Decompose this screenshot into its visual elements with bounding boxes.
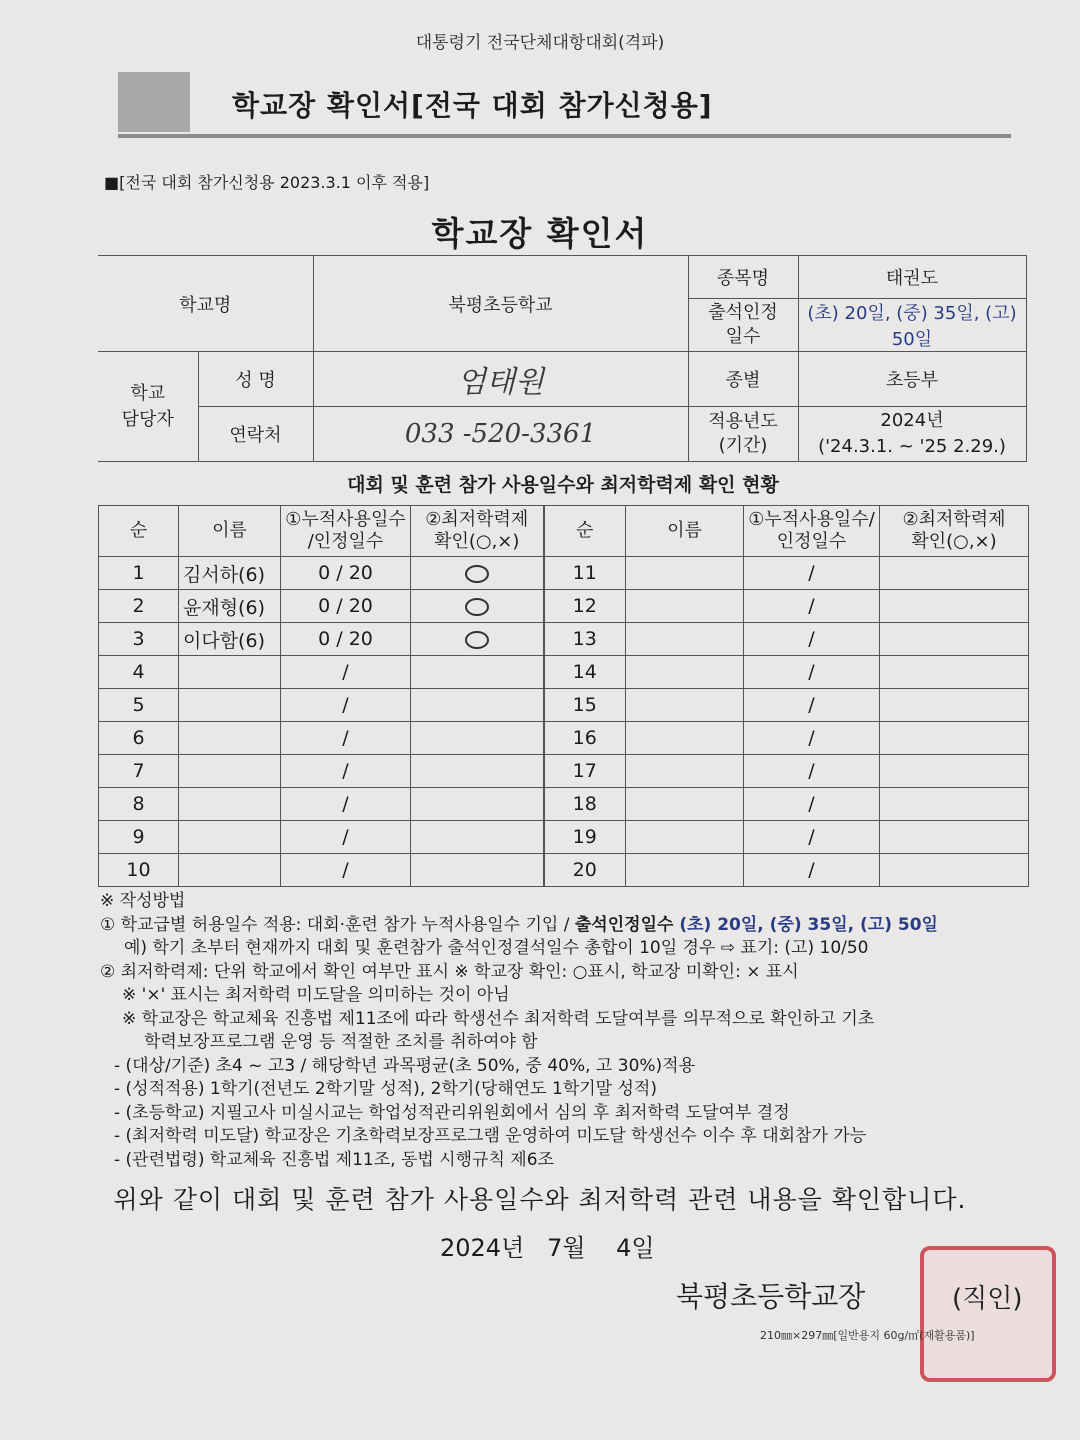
student-name	[626, 854, 744, 887]
student-name	[626, 689, 744, 722]
student-name	[626, 557, 744, 590]
achievement-check	[411, 557, 544, 590]
note-1-values: (초) 20일, (중) 35일, (고) 50일	[673, 914, 938, 935]
note-1	[100, 914, 938, 938]
row-number: 11	[544, 557, 626, 590]
used-days: /	[281, 656, 411, 689]
student-name	[179, 788, 281, 821]
used-days: /	[744, 623, 880, 656]
achievement-check	[411, 722, 544, 755]
note-1-example: 예) 학기 초부터 현재까지 대회 및 훈련참가 출석인정결석일수 총합이 10일 경우 ⇨ 표기: (고) 10/50	[124, 938, 869, 958]
header-days: ①누적사용일수 /인정일수	[281, 506, 411, 557]
achievement-check	[411, 689, 544, 722]
period-value: ('24.3.1. ~ '25 2.29.)	[818, 436, 1006, 457]
used-days: /	[744, 689, 880, 722]
achievement-check	[411, 788, 544, 821]
table-row	[99, 722, 1029, 755]
used-days: /	[281, 689, 411, 722]
achievement-check	[880, 623, 1029, 656]
student-name	[179, 755, 281, 788]
row-number: 4	[99, 656, 179, 689]
achievement-check	[880, 821, 1029, 854]
used-days: /	[281, 788, 411, 821]
row-number: 12	[544, 590, 626, 623]
table-row	[99, 656, 1029, 689]
seal-label: (직인)	[952, 1284, 1023, 1314]
achievement-check	[880, 689, 1029, 722]
achievement-check	[411, 623, 544, 656]
student-name	[626, 755, 744, 788]
year-cell	[798, 407, 1026, 462]
table-row	[99, 788, 1029, 821]
confirmation-statement: 위와 같이 대회 및 훈련 참가 사용일수와 최저학력 관련 내용을 확인합니다.	[113, 1185, 967, 1214]
banner-gray-box	[118, 72, 190, 132]
bullet-3: - (초등학교) 지필고사 미실시교는 학업성적관리위원회에서 심의 후 최저학력 도달여부 결정	[114, 1102, 790, 1123]
division-label: 종별	[688, 352, 798, 407]
header-check: ②최저학력제 확인(○,×)	[411, 506, 544, 557]
student-name	[179, 689, 281, 722]
used-days: /	[281, 755, 411, 788]
attendance-value: (초) 20일, (중) 35일, (고) 50일	[798, 299, 1026, 352]
achievement-check	[411, 590, 544, 623]
student-name: 김서하(6)	[179, 557, 281, 590]
used-days: 0 / 20	[281, 557, 411, 590]
table-row	[99, 755, 1029, 788]
student-name	[626, 821, 744, 854]
header-days-2: ①누적사용일수/ 인정일수	[744, 506, 880, 557]
used-days: /	[744, 788, 880, 821]
roster-header	[99, 506, 1029, 557]
header-name: 이름	[179, 506, 281, 557]
achievement-check	[411, 755, 544, 788]
row-number: 2	[99, 590, 179, 623]
paper-size-note: 210㎜×297㎜[일반용지 60g/㎡(재활용품)]	[760, 1329, 975, 1342]
name-label: 성 명	[198, 352, 313, 407]
table-row	[99, 854, 1029, 887]
achievement-check	[880, 656, 1029, 689]
row-number: 15	[544, 689, 626, 722]
row-number: 8	[99, 788, 179, 821]
manager-label: 학교 담당자	[98, 352, 198, 462]
used-days: /	[744, 755, 880, 788]
used-days: /	[744, 557, 880, 590]
student-name	[179, 821, 281, 854]
row-number: 1	[99, 557, 179, 590]
note-2b: ※ 학교장은 학교체육 진흥법 제11조에 따라 학생선수 최저학력 도달여부를 의무적으로 확인하고 기초	[122, 1008, 875, 1029]
used-days: /	[744, 854, 880, 887]
check-circle-mark	[465, 631, 489, 649]
used-days: /	[281, 854, 411, 887]
student-name	[626, 722, 744, 755]
achievement-check	[880, 755, 1029, 788]
applicability-note: ■[전국 대회 참가신청용 2023.3.1 이후 적용]	[104, 173, 430, 192]
bullet-5: - (관련법령) 학교체육 진흥법 제11조, 동법 시행규칙 제6조	[114, 1149, 554, 1170]
used-days: /	[744, 821, 880, 854]
achievement-check	[880, 854, 1029, 887]
event-caption: 대통령기 전국단체대항대회(격파)	[415, 33, 665, 53]
row-number: 18	[544, 788, 626, 821]
contact-label: 연락처	[198, 407, 313, 462]
bullet-2: - (성적적용) 1학기(전년도 2학기말 성적), 2학기(당해연도 1학기말 성적)	[114, 1079, 657, 1099]
header-no: 순	[99, 506, 179, 557]
used-days: /	[744, 590, 880, 623]
info-table	[98, 255, 1027, 462]
header-name-2: 이름	[626, 506, 744, 557]
row-number: 3	[99, 623, 179, 656]
achievement-check	[411, 854, 544, 887]
note-1-text: ① 학교급별 허용일수 적용: 대회·훈련 참가 누적사용일수 기입 /	[100, 914, 575, 935]
sport-label: 종목명	[688, 256, 798, 299]
note-2: ② 최저학력제: 단위 학교에서 확인 여부만 표시 ※ 학교장 확인: ○표시, 학교장 미확인: × 표시	[100, 961, 799, 982]
page-title: 학교장 확인서	[431, 214, 649, 253]
achievement-check	[880, 722, 1029, 755]
sport-value: 태권도	[798, 256, 1026, 299]
year-value: 2024년	[880, 410, 944, 431]
row-number: 19	[544, 821, 626, 854]
used-days: /	[281, 722, 411, 755]
row-number: 13	[544, 623, 626, 656]
division-value: 초등부	[798, 352, 1026, 407]
note-2c: 학력보장프로그램 운영 등 적절한 조치를 취하여야 함	[144, 1032, 538, 1052]
achievement-check	[880, 788, 1029, 821]
table-row	[99, 557, 1029, 590]
student-name	[179, 722, 281, 755]
check-circle-mark	[465, 598, 489, 616]
note-2a: ※ '×' 표시는 최저학력 미도달을 의미하는 것이 아님	[122, 985, 510, 1005]
achievement-check	[880, 590, 1029, 623]
used-days: /	[744, 656, 880, 689]
row-number: 9	[99, 821, 179, 854]
year-label: 적용년도 (기간)	[688, 407, 798, 462]
check-circle-mark	[465, 565, 489, 583]
student-name: 윤재형(6)	[179, 590, 281, 623]
banner-title: 학교장 확인서[전국 대회 참가신청용]	[232, 89, 713, 122]
school-label: 학교명	[98, 256, 313, 352]
table-row	[99, 623, 1029, 656]
row-number: 10	[99, 854, 179, 887]
attendance-label: 출석인정 일수	[688, 299, 798, 352]
row-number: 7	[99, 755, 179, 788]
student-name	[626, 656, 744, 689]
roster-table	[98, 505, 1029, 887]
used-days: /	[281, 821, 411, 854]
achievement-check	[880, 557, 1029, 590]
used-days: 0 / 20	[281, 590, 411, 623]
used-days: /	[744, 722, 880, 755]
school-value: 북평초등학교	[313, 256, 688, 352]
row-number: 6	[99, 722, 179, 755]
principal-title: 북평초등학교장	[676, 1280, 866, 1313]
header-no-2: 순	[544, 506, 626, 557]
student-name	[179, 854, 281, 887]
row-number: 5	[99, 689, 179, 722]
table-row	[99, 590, 1029, 623]
achievement-check	[411, 821, 544, 854]
section-title: 대회 및 훈련 참가 사용일수와 최저학력제 확인 현황	[347, 474, 779, 496]
row-number: 14	[544, 656, 626, 689]
used-days: 0 / 20	[281, 623, 411, 656]
instructions	[100, 890, 938, 1172]
student-name	[626, 623, 744, 656]
notes-heading: ※ 작성방법	[100, 891, 186, 911]
header-check-2: ②최저학력제 확인(○,×)	[880, 506, 1029, 557]
table-row	[99, 821, 1029, 854]
contact-value: 033 -520-3361	[313, 407, 688, 462]
achievement-check	[411, 656, 544, 689]
banner-rule	[118, 134, 1011, 138]
student-name	[179, 656, 281, 689]
note-1-bold: 출석인정일수	[574, 914, 674, 935]
manager-name: 엄태원	[313, 352, 688, 407]
row-number: 20	[544, 854, 626, 887]
student-name	[626, 788, 744, 821]
student-name: 이다함(6)	[179, 623, 281, 656]
bullet-1: - (대상/기준) 초4 ~ 고3 / 해당학년 과목평균(초 50%, 중 40%, 고 30%)적용	[114, 1055, 696, 1076]
student-name	[626, 590, 744, 623]
row-number: 17	[544, 755, 626, 788]
signing-date: 2024년 7월 4일	[440, 1234, 655, 1262]
table-row	[99, 689, 1029, 722]
row-number: 16	[544, 722, 626, 755]
bullet-4: - (최저학력 미도달) 학교장은 기초학력보장프로그램 운영하여 미도달 학생선수 이수 후 대회참가 가능	[114, 1126, 867, 1146]
